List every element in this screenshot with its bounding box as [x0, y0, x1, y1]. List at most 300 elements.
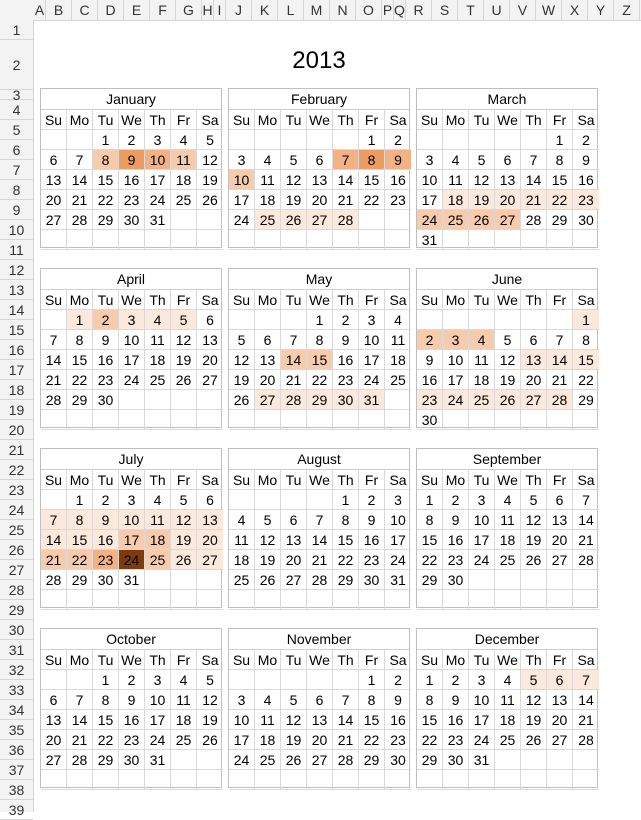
- day-cell[interactable]: 18: [255, 730, 281, 750]
- day-cell[interactable]: 9: [573, 150, 599, 170]
- empty-cell[interactable]: [385, 390, 411, 410]
- day-cell[interactable]: 3: [119, 310, 145, 330]
- empty-cell[interactable]: [197, 390, 223, 410]
- day-cell[interactable]: 17: [229, 190, 255, 210]
- empty-cell[interactable]: [385, 770, 411, 790]
- empty-cell[interactable]: [573, 770, 599, 790]
- row-header-33[interactable]: 33: [0, 680, 33, 700]
- day-cell[interactable]: 10: [119, 510, 145, 530]
- day-cell[interactable]: 6: [307, 150, 333, 170]
- day-cell[interactable]: 24: [229, 750, 255, 770]
- empty-cell[interactable]: [119, 390, 145, 410]
- day-cell[interactable]: 24: [119, 550, 145, 570]
- day-cell[interactable]: 27: [307, 210, 333, 230]
- day-cell[interactable]: 10: [119, 330, 145, 350]
- day-cell[interactable]: 12: [521, 510, 547, 530]
- day-cell[interactable]: 12: [197, 150, 223, 170]
- day-cell[interactable]: 22: [93, 190, 119, 210]
- column-header-c[interactable]: C: [72, 0, 98, 20]
- day-cell[interactable]: 24: [145, 730, 171, 750]
- day-cell[interactable]: 27: [197, 370, 223, 390]
- day-cell[interactable]: 6: [197, 490, 223, 510]
- day-cell[interactable]: 18: [229, 550, 255, 570]
- empty-cell[interactable]: [171, 750, 197, 770]
- day-cell[interactable]: 15: [93, 170, 119, 190]
- empty-cell[interactable]: [443, 590, 469, 610]
- day-cell[interactable]: 10: [469, 510, 495, 530]
- day-cell[interactable]: 29: [67, 390, 93, 410]
- day-cell[interactable]: 24: [469, 550, 495, 570]
- day-cell[interactable]: 19: [495, 370, 521, 390]
- empty-cell[interactable]: [495, 230, 521, 250]
- empty-cell[interactable]: [281, 490, 307, 510]
- empty-cell[interactable]: [281, 310, 307, 330]
- day-cell[interactable]: 19: [255, 550, 281, 570]
- day-cell[interactable]: 1: [67, 310, 93, 330]
- empty-cell[interactable]: [469, 410, 495, 430]
- empty-cell[interactable]: [197, 750, 223, 770]
- day-cell[interactable]: 12: [469, 170, 495, 190]
- empty-cell[interactable]: [521, 570, 547, 590]
- day-cell[interactable]: 24: [119, 370, 145, 390]
- empty-cell[interactable]: [573, 570, 599, 590]
- day-cell[interactable]: 8: [67, 510, 93, 530]
- row-header-25[interactable]: 25: [0, 520, 33, 540]
- day-cell[interactable]: 24: [417, 210, 443, 230]
- day-cell[interactable]: 5: [197, 670, 223, 690]
- day-cell[interactable]: 22: [67, 370, 93, 390]
- day-cell[interactable]: 3: [145, 130, 171, 150]
- day-cell[interactable]: 26: [521, 550, 547, 570]
- empty-cell[interactable]: [93, 770, 119, 790]
- row-header-18[interactable]: 18: [0, 380, 33, 400]
- day-cell[interactable]: 28: [41, 570, 67, 590]
- day-cell[interactable]: 30: [385, 750, 411, 770]
- day-cell[interactable]: 22: [359, 190, 385, 210]
- day-cell[interactable]: 11: [385, 330, 411, 350]
- day-cell[interactable]: 18: [443, 190, 469, 210]
- day-cell[interactable]: 21: [521, 190, 547, 210]
- day-cell[interactable]: 26: [521, 730, 547, 750]
- empty-cell[interactable]: [145, 770, 171, 790]
- day-cell[interactable]: 10: [417, 170, 443, 190]
- column-header-o[interactable]: O: [356, 0, 382, 20]
- day-cell[interactable]: 16: [443, 710, 469, 730]
- empty-cell[interactable]: [469, 310, 495, 330]
- empty-cell[interactable]: [229, 490, 255, 510]
- day-cell[interactable]: 13: [41, 170, 67, 190]
- day-cell[interactable]: 21: [307, 550, 333, 570]
- day-cell[interactable]: 5: [171, 310, 197, 330]
- empty-cell[interactable]: [255, 230, 281, 250]
- row-header-34[interactable]: 34: [0, 700, 33, 720]
- empty-cell[interactable]: [385, 210, 411, 230]
- day-cell[interactable]: 25: [385, 370, 411, 390]
- empty-cell[interactable]: [145, 570, 171, 590]
- day-cell[interactable]: 26: [281, 210, 307, 230]
- day-cell[interactable]: 13: [521, 350, 547, 370]
- day-cell[interactable]: 13: [281, 530, 307, 550]
- empty-cell[interactable]: [93, 410, 119, 430]
- empty-cell[interactable]: [281, 410, 307, 430]
- day-cell[interactable]: 8: [573, 330, 599, 350]
- empty-cell[interactable]: [197, 410, 223, 430]
- day-cell[interactable]: 30: [119, 210, 145, 230]
- day-cell[interactable]: 11: [145, 330, 171, 350]
- day-cell[interactable]: 15: [359, 170, 385, 190]
- column-header-t[interactable]: T: [458, 0, 484, 20]
- day-cell[interactable]: 10: [145, 150, 171, 170]
- empty-cell[interactable]: [197, 210, 223, 230]
- day-cell[interactable]: 13: [197, 330, 223, 350]
- empty-cell[interactable]: [255, 490, 281, 510]
- day-cell[interactable]: 4: [255, 690, 281, 710]
- day-cell[interactable]: 9: [385, 150, 411, 170]
- day-cell[interactable]: 24: [385, 550, 411, 570]
- day-cell[interactable]: 31: [385, 570, 411, 590]
- column-header-k[interactable]: K: [252, 0, 278, 20]
- day-cell[interactable]: 13: [547, 690, 573, 710]
- empty-cell[interactable]: [307, 490, 333, 510]
- empty-cell[interactable]: [281, 670, 307, 690]
- empty-cell[interactable]: [41, 230, 67, 250]
- day-cell[interactable]: 2: [443, 670, 469, 690]
- empty-cell[interactable]: [521, 310, 547, 330]
- day-cell[interactable]: 7: [281, 330, 307, 350]
- row-header-16[interactable]: 16: [0, 340, 33, 360]
- day-cell[interactable]: 7: [41, 510, 67, 530]
- day-cell[interactable]: 3: [417, 150, 443, 170]
- day-cell[interactable]: 28: [547, 390, 573, 410]
- day-cell[interactable]: 2: [333, 310, 359, 330]
- day-cell[interactable]: 17: [145, 710, 171, 730]
- day-cell[interactable]: 28: [307, 570, 333, 590]
- day-cell[interactable]: 20: [41, 190, 67, 210]
- row-header-5[interactable]: 5: [0, 120, 33, 140]
- empty-cell[interactable]: [521, 770, 547, 790]
- day-cell[interactable]: 12: [171, 510, 197, 530]
- day-cell[interactable]: 6: [41, 690, 67, 710]
- empty-cell[interactable]: [307, 670, 333, 690]
- day-cell[interactable]: 30: [333, 390, 359, 410]
- empty-cell[interactable]: [385, 590, 411, 610]
- day-cell[interactable]: 22: [333, 550, 359, 570]
- day-cell[interactable]: 22: [417, 730, 443, 750]
- day-cell[interactable]: 14: [573, 510, 599, 530]
- day-cell[interactable]: 11: [255, 170, 281, 190]
- day-cell[interactable]: 7: [41, 330, 67, 350]
- day-cell[interactable]: 5: [171, 490, 197, 510]
- day-cell[interactable]: 19: [197, 710, 223, 730]
- day-cell[interactable]: 28: [521, 210, 547, 230]
- empty-cell[interactable]: [171, 230, 197, 250]
- day-cell[interactable]: 2: [573, 130, 599, 150]
- empty-cell[interactable]: [359, 210, 385, 230]
- day-cell[interactable]: 1: [359, 130, 385, 150]
- day-cell[interactable]: 17: [443, 370, 469, 390]
- day-cell[interactable]: 22: [417, 550, 443, 570]
- day-cell[interactable]: 7: [573, 490, 599, 510]
- day-cell[interactable]: 20: [41, 730, 67, 750]
- empty-cell[interactable]: [359, 410, 385, 430]
- day-cell[interactable]: 18: [171, 710, 197, 730]
- day-cell[interactable]: 31: [119, 570, 145, 590]
- day-cell[interactable]: 8: [417, 690, 443, 710]
- day-cell[interactable]: 8: [417, 510, 443, 530]
- day-cell[interactable]: 14: [573, 690, 599, 710]
- day-cell[interactable]: 6: [521, 330, 547, 350]
- empty-cell[interactable]: [547, 570, 573, 590]
- empty-cell[interactable]: [67, 590, 93, 610]
- row-header-31[interactable]: 31: [0, 640, 33, 660]
- day-cell[interactable]: 8: [67, 330, 93, 350]
- day-cell[interactable]: 25: [171, 730, 197, 750]
- row-header-14[interactable]: 14: [0, 300, 33, 320]
- day-cell[interactable]: 12: [171, 330, 197, 350]
- day-cell[interactable]: 13: [41, 710, 67, 730]
- day-cell[interactable]: 15: [67, 530, 93, 550]
- day-cell[interactable]: 11: [469, 350, 495, 370]
- day-cell[interactable]: 21: [41, 550, 67, 570]
- empty-cell[interactable]: [495, 310, 521, 330]
- day-cell[interactable]: 12: [521, 690, 547, 710]
- empty-cell[interactable]: [93, 590, 119, 610]
- row-header-30[interactable]: 30: [0, 620, 33, 640]
- row-header-7[interactable]: 7: [0, 160, 33, 180]
- day-cell[interactable]: 28: [281, 390, 307, 410]
- empty-cell[interactable]: [119, 230, 145, 250]
- row-header-20[interactable]: 20: [0, 420, 33, 440]
- empty-cell[interactable]: [521, 130, 547, 150]
- day-cell[interactable]: 10: [469, 690, 495, 710]
- column-header-d[interactable]: D: [98, 0, 124, 20]
- day-cell[interactable]: 23: [385, 190, 411, 210]
- day-cell[interactable]: 21: [41, 370, 67, 390]
- day-cell[interactable]: 23: [385, 730, 411, 750]
- empty-cell[interactable]: [521, 590, 547, 610]
- day-cell[interactable]: 20: [281, 550, 307, 570]
- day-cell[interactable]: 25: [469, 390, 495, 410]
- empty-cell[interactable]: [443, 770, 469, 790]
- day-cell[interactable]: 26: [171, 370, 197, 390]
- day-cell[interactable]: 4: [145, 310, 171, 330]
- day-cell[interactable]: 17: [145, 170, 171, 190]
- day-cell[interactable]: 18: [145, 530, 171, 550]
- day-cell[interactable]: 6: [281, 510, 307, 530]
- day-cell[interactable]: 16: [119, 170, 145, 190]
- day-cell[interactable]: 12: [197, 690, 223, 710]
- day-cell[interactable]: 19: [521, 710, 547, 730]
- empty-cell[interactable]: [495, 410, 521, 430]
- empty-cell[interactable]: [547, 750, 573, 770]
- day-cell[interactable]: 23: [359, 550, 385, 570]
- day-cell[interactable]: 29: [573, 390, 599, 410]
- day-cell[interactable]: 12: [281, 710, 307, 730]
- day-cell[interactable]: 10: [145, 690, 171, 710]
- day-cell[interactable]: 1: [93, 670, 119, 690]
- day-cell[interactable]: 19: [171, 350, 197, 370]
- day-cell[interactable]: 29: [333, 570, 359, 590]
- empty-cell[interactable]: [333, 410, 359, 430]
- day-cell[interactable]: 20: [521, 370, 547, 390]
- empty-cell[interactable]: [469, 570, 495, 590]
- day-cell[interactable]: 4: [145, 490, 171, 510]
- day-cell[interactable]: 12: [229, 350, 255, 370]
- day-cell[interactable]: 27: [547, 730, 573, 750]
- day-cell[interactable]: 3: [443, 330, 469, 350]
- day-cell[interactable]: 4: [255, 150, 281, 170]
- day-cell[interactable]: 21: [67, 190, 93, 210]
- day-cell[interactable]: 9: [93, 330, 119, 350]
- empty-cell[interactable]: [469, 230, 495, 250]
- day-cell[interactable]: 6: [547, 670, 573, 690]
- empty-cell[interactable]: [495, 130, 521, 150]
- day-cell[interactable]: 3: [229, 150, 255, 170]
- empty-cell[interactable]: [41, 590, 67, 610]
- empty-cell[interactable]: [443, 410, 469, 430]
- day-cell[interactable]: 3: [145, 670, 171, 690]
- day-cell[interactable]: 4: [171, 670, 197, 690]
- day-cell[interactable]: 2: [93, 490, 119, 510]
- empty-cell[interactable]: [255, 310, 281, 330]
- day-cell[interactable]: 25: [145, 550, 171, 570]
- empty-cell[interactable]: [469, 590, 495, 610]
- day-cell[interactable]: 18: [385, 350, 411, 370]
- column-header-p[interactable]: P: [382, 2, 393, 18]
- day-cell[interactable]: 17: [417, 190, 443, 210]
- row-header-23[interactable]: 23: [0, 480, 33, 500]
- row-header-15[interactable]: 15: [0, 320, 33, 340]
- empty-cell[interactable]: [197, 570, 223, 590]
- day-cell[interactable]: 9: [359, 510, 385, 530]
- day-cell[interactable]: 25: [255, 750, 281, 770]
- empty-cell[interactable]: [417, 770, 443, 790]
- empty-cell[interactable]: [229, 590, 255, 610]
- day-cell[interactable]: 29: [307, 390, 333, 410]
- row-header-26[interactable]: 26: [0, 540, 33, 560]
- empty-cell[interactable]: [229, 130, 255, 150]
- day-cell[interactable]: 20: [547, 710, 573, 730]
- day-cell[interactable]: 28: [333, 210, 359, 230]
- empty-cell[interactable]: [307, 410, 333, 430]
- day-cell[interactable]: 27: [197, 550, 223, 570]
- day-cell[interactable]: 2: [385, 670, 411, 690]
- day-cell[interactable]: 23: [443, 550, 469, 570]
- empty-cell[interactable]: [385, 230, 411, 250]
- day-cell[interactable]: 3: [469, 670, 495, 690]
- day-cell[interactable]: 5: [495, 330, 521, 350]
- day-cell[interactable]: 15: [417, 530, 443, 550]
- day-cell[interactable]: 19: [197, 170, 223, 190]
- day-cell[interactable]: 12: [255, 530, 281, 550]
- day-cell[interactable]: 23: [417, 390, 443, 410]
- column-header-n[interactable]: N: [330, 0, 356, 20]
- day-cell[interactable]: 2: [385, 130, 411, 150]
- day-cell[interactable]: 26: [255, 570, 281, 590]
- row-header-17[interactable]: 17: [0, 360, 33, 380]
- day-cell[interactable]: 30: [573, 210, 599, 230]
- empty-cell[interactable]: [417, 590, 443, 610]
- day-cell[interactable]: 27: [521, 390, 547, 410]
- column-header-l[interactable]: L: [278, 0, 304, 20]
- empty-cell[interactable]: [41, 670, 67, 690]
- column-header-h[interactable]: H: [202, 2, 213, 18]
- day-cell[interactable]: 10: [359, 330, 385, 350]
- row-header-38[interactable]: 38: [0, 780, 33, 800]
- empty-cell[interactable]: [495, 770, 521, 790]
- day-cell[interactable]: 7: [333, 690, 359, 710]
- day-cell[interactable]: 28: [333, 750, 359, 770]
- day-cell[interactable]: 1: [307, 310, 333, 330]
- row-header-2[interactable]: 2: [0, 40, 33, 90]
- day-cell[interactable]: 20: [255, 370, 281, 390]
- day-cell[interactable]: 6: [547, 490, 573, 510]
- column-header-u[interactable]: U: [484, 0, 510, 20]
- day-cell[interactable]: 17: [469, 530, 495, 550]
- empty-cell[interactable]: [119, 770, 145, 790]
- empty-cell[interactable]: [145, 590, 171, 610]
- day-cell[interactable]: 26: [229, 390, 255, 410]
- empty-cell[interactable]: [93, 230, 119, 250]
- day-cell[interactable]: 30: [93, 390, 119, 410]
- empty-cell[interactable]: [171, 570, 197, 590]
- empty-cell[interactable]: [359, 770, 385, 790]
- day-cell[interactable]: 11: [495, 690, 521, 710]
- empty-cell[interactable]: [573, 230, 599, 250]
- day-cell[interactable]: 31: [469, 750, 495, 770]
- empty-cell[interactable]: [495, 750, 521, 770]
- day-cell[interactable]: 18: [495, 710, 521, 730]
- empty-cell[interactable]: [333, 130, 359, 150]
- empty-cell[interactable]: [443, 310, 469, 330]
- empty-cell[interactable]: [333, 230, 359, 250]
- column-header-q[interactable]: Q: [394, 2, 405, 18]
- column-header-z[interactable]: Z: [614, 0, 640, 20]
- day-cell[interactable]: 27: [307, 750, 333, 770]
- day-cell[interactable]: 30: [443, 750, 469, 770]
- day-cell[interactable]: 31: [145, 210, 171, 230]
- day-cell[interactable]: 30: [93, 570, 119, 590]
- day-cell[interactable]: 30: [443, 570, 469, 590]
- day-cell[interactable]: 17: [119, 530, 145, 550]
- column-header-a[interactable]: A: [34, 2, 45, 18]
- empty-cell[interactable]: [67, 130, 93, 150]
- column-header-x[interactable]: X: [562, 0, 588, 20]
- day-cell[interactable]: 7: [307, 510, 333, 530]
- empty-cell[interactable]: [145, 230, 171, 250]
- column-header-e[interactable]: E: [124, 0, 150, 20]
- day-cell[interactable]: 15: [573, 350, 599, 370]
- day-cell[interactable]: 24: [359, 370, 385, 390]
- row-header-29[interactable]: 29: [0, 600, 33, 620]
- day-cell[interactable]: 27: [41, 210, 67, 230]
- day-cell[interactable]: 12: [495, 350, 521, 370]
- row-header-19[interactable]: 19: [0, 400, 33, 420]
- day-cell[interactable]: 18: [145, 350, 171, 370]
- empty-cell[interactable]: [197, 770, 223, 790]
- day-cell[interactable]: 17: [469, 710, 495, 730]
- column-header-w[interactable]: W: [536, 0, 562, 20]
- row-header-8[interactable]: 8: [0, 180, 33, 200]
- day-cell[interactable]: 8: [93, 690, 119, 710]
- column-header-m[interactable]: M: [304, 0, 330, 20]
- day-cell[interactable]: 20: [197, 530, 223, 550]
- day-cell[interactable]: 5: [281, 150, 307, 170]
- day-cell[interactable]: 14: [67, 710, 93, 730]
- empty-cell[interactable]: [145, 410, 171, 430]
- empty-cell[interactable]: [197, 230, 223, 250]
- empty-cell[interactable]: [573, 410, 599, 430]
